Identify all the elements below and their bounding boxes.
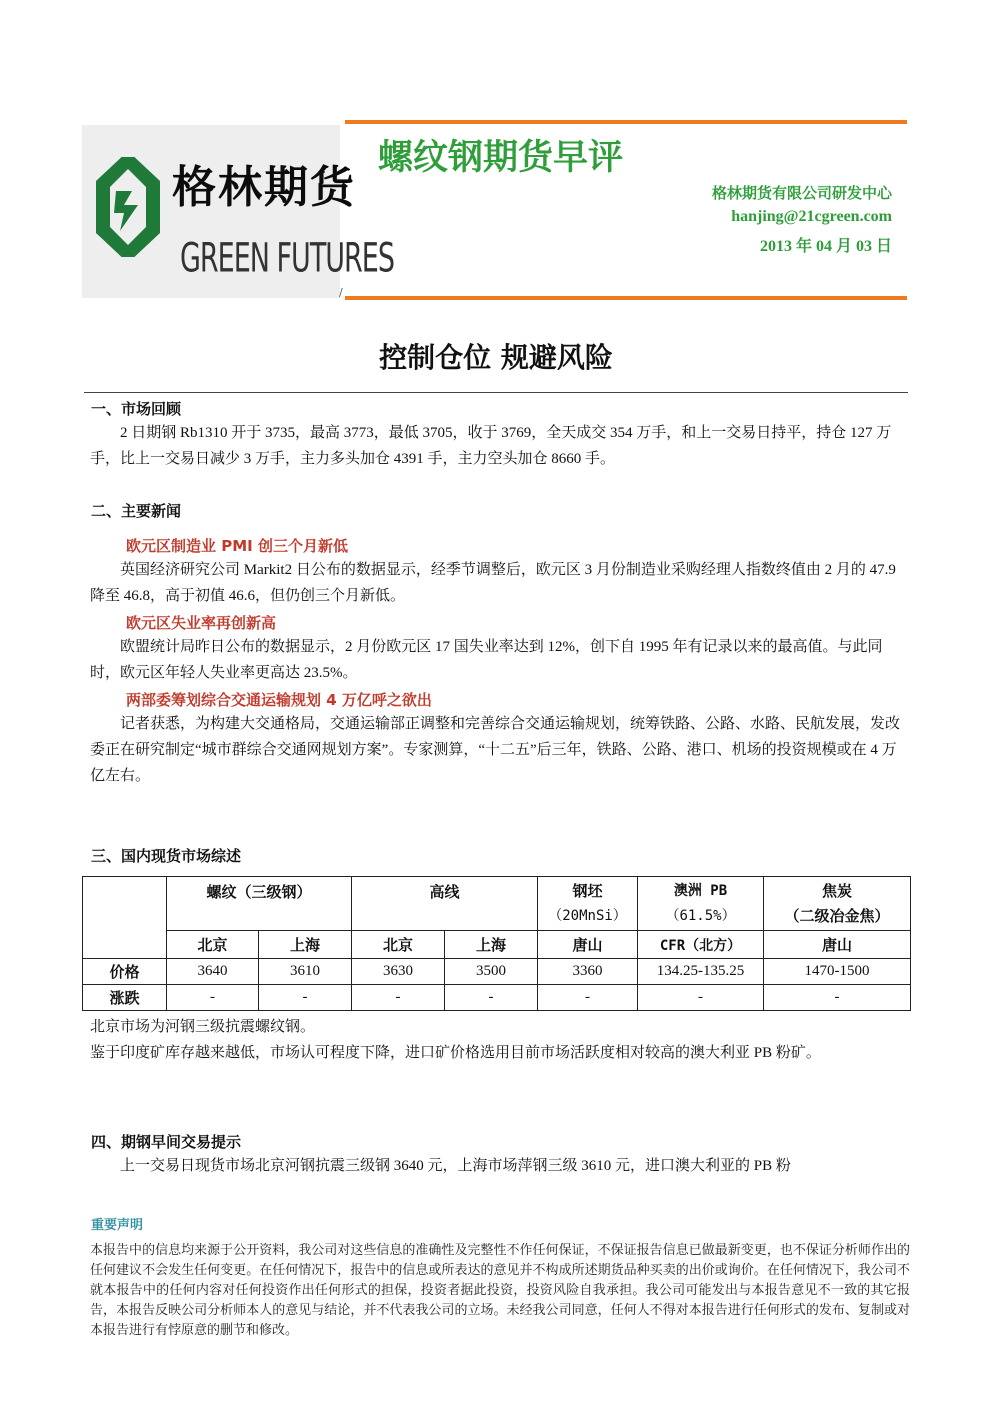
news-title-3: 两部委筹划综合交通运输规划 4 万亿呼之欲出 xyxy=(126,691,432,709)
report-title: 螺纹钢期货早评 xyxy=(378,138,624,178)
news-title-1: 欧元区制造业 PMI 创三个月新低 xyxy=(126,537,348,555)
table-corner-cell xyxy=(83,877,167,959)
section-heading-spot-market: 三、国内现货市场综述 xyxy=(91,847,242,865)
col-group-rebar: 螺纹（三级钢） xyxy=(167,877,352,931)
section-heading-trading-tips: 四、期钢早间交易提示 xyxy=(91,1133,242,1151)
header-top-rule xyxy=(345,120,907,124)
header-bottom-rule xyxy=(345,296,907,300)
pb-ore-spec: （61.5%） xyxy=(665,907,736,924)
disclaimer-text: 本报告中的信息均来源于公开资料，我公司对这些信息的准确性及完整性不作任何保证，不保证报告信息已做最新变更，也不保证分析师作出的任何建议不会发生任何变更。在任何情况下，报告中的信息或所表达的意见并不构成所述期货品种买卖的出价或询价。在任何情况下，我公司不就本报告中的任何内容对任何投资作出任何形式的担保，投资者据此投资，投资风险自我承担。我公司可能发出与本报告意见不一致的其它报告，本报告反映公司分析师本人的意见与结论，并不代表我公司的立场。未经我公司同意，任何人不得对本报告进行任何形式的发布、复制或对本报告进行有悖原意的删节和修改。 xyxy=(90,1243,910,1338)
sub-header-cell: CFR（北方） xyxy=(638,931,764,959)
table-note-beijing: 北京市场为河钢三级抗震螺纹钢。 xyxy=(90,1019,316,1035)
company-logo xyxy=(82,125,394,298)
green-futures-emblem-icon xyxy=(92,147,164,267)
sub-header-cell: 上海 xyxy=(259,931,352,959)
pb-ore-label: 澳洲 PB xyxy=(673,882,728,899)
billet-label: 钢坯 xyxy=(572,881,603,900)
col-group-billet xyxy=(538,877,638,931)
research-center: 格林期货有限公司研发中心 xyxy=(711,184,892,202)
col-group-pb-ore xyxy=(638,877,764,931)
price-cell: 3630 xyxy=(352,959,445,985)
sub-header-cell: 北京 xyxy=(352,931,445,959)
table-row-price xyxy=(83,959,911,985)
col-group-wire-rod: 高线 xyxy=(352,877,538,931)
spot-price-table xyxy=(82,876,911,1011)
change-cell: - xyxy=(445,985,538,1011)
sub-header-cell: 唐山 xyxy=(764,931,911,959)
change-cell: - xyxy=(638,985,764,1011)
row-label-change: 涨跌 xyxy=(83,985,167,1011)
section-heading-market-review: 一、市场回顾 xyxy=(91,400,182,418)
price-cell: 1470-1500 xyxy=(764,959,911,985)
table-group-header-row xyxy=(83,877,911,931)
news-text-3: 记者获悉，为构建大交通格局，交通运输部正调整和完善综合交通运输规划，统筹铁路、公路、水路、民航发展，发改委正在研究制定“城市群综合交通网规划方案”。专家测算，“十二五”后三年，铁路、公路、港口、机场的投资规模或在 4 万亿左右。 xyxy=(90,716,901,784)
row-label-price: 价格 xyxy=(83,959,167,985)
table-note-ore: 鉴于印度矿库存越来越低，市场认可程度下降，进口矿价格选用目前市场活跃度相对较高的澳大利亚 PB 粉矿。 xyxy=(90,1045,821,1061)
price-cell: 3610 xyxy=(259,959,352,985)
change-cell: - xyxy=(352,985,445,1011)
news-text-2: 欧盟统计局昨日公布的数据显示，2 月份欧元区 17 国失业率达到 12%，创下自 1995 年有记录以来的最高值。与此同时，欧元区年轻人失业率更高达 23.5%。 xyxy=(90,639,883,681)
table-sub-header-row xyxy=(83,931,911,959)
price-cell: 3500 xyxy=(445,959,538,985)
logo-chinese-text: 格林期货 xyxy=(172,162,356,213)
contact-email[interactable]: hanjing@21cgreen.com xyxy=(731,208,892,225)
report-date: 2013 年 04 月 03 日 xyxy=(759,238,892,255)
sub-header-cell: 上海 xyxy=(445,931,538,959)
price-cell: 3360 xyxy=(538,959,638,985)
title-divider xyxy=(84,392,908,393)
change-cell: - xyxy=(259,985,352,1011)
news-text-1: 英国经济研究公司 Markit2 日公布的数据显示，经季节调整后，欧元区 3 月份制造业采购经理人指数终值由 2 月的 47.9 降至 46.8，高于初值 46.6，但仍创三个月新低。 xyxy=(90,562,896,604)
sub-header-cell: 北京 xyxy=(167,931,259,959)
table-row-change xyxy=(83,985,911,1011)
logo-english-text: GREEN FUTURES xyxy=(180,235,394,283)
sub-header-cell: 唐山 xyxy=(538,931,638,959)
trading-tips-text: 上一交易日现货市场北京河钢抗震三级钢 3640 元，上海市场萍钢三级 3610 元，进口澳大利亚的 PB 粉 xyxy=(120,1158,791,1174)
price-cell: 3640 xyxy=(167,959,259,985)
slash-mark: / xyxy=(339,286,343,299)
billet-spec: （20MnSi） xyxy=(548,907,627,924)
disclaimer-heading: 重要声明 xyxy=(91,1218,144,1233)
change-cell: - xyxy=(167,985,259,1011)
change-cell: - xyxy=(764,985,911,1011)
coke-label: 焦炭 xyxy=(822,881,853,900)
coke-spec: （二级冶金焦） xyxy=(784,906,890,925)
price-cell: 134.25-135.25 xyxy=(638,959,764,985)
change-cell: - xyxy=(538,985,638,1011)
col-group-coke xyxy=(764,877,911,931)
news-title-2: 欧元区失业率再创新高 xyxy=(126,614,277,632)
main-headline: 控制仓位 规避风险 xyxy=(379,341,613,374)
section-heading-news: 二、主要新闻 xyxy=(91,502,182,520)
market-review-text: 2 日期钢 Rb1310 开于 3735，最高 3773，最低 3705，收于 3769，全天成交 354 万手，和上一交易日持平，持仓 127 万手，比上一交易日减少 3 万手，主力多头加仓 4391 手，主力空头加仓 8660 手。 xyxy=(90,425,892,467)
